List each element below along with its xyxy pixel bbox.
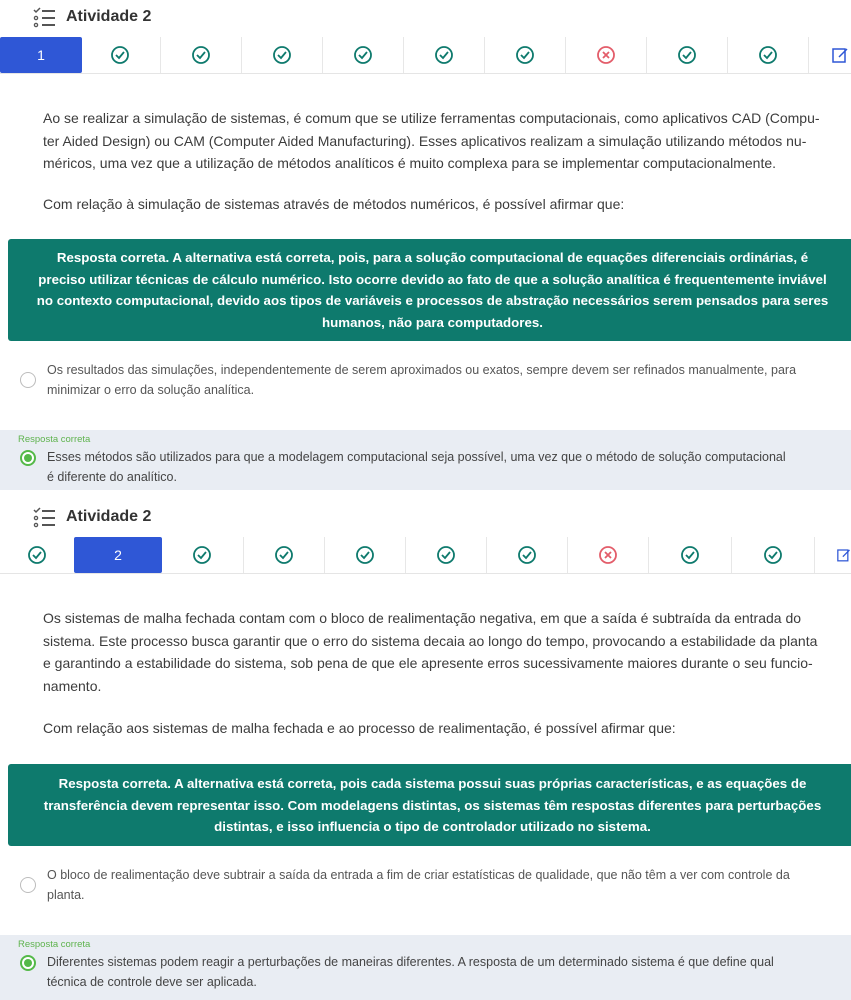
answer-option[interactable] [0, 353, 851, 423]
option-line: Esses métodos são utilizados para que a modelagem computacional seja possível, uma vez que o método de solução computacional [47, 450, 786, 464]
option-text [47, 866, 845, 905]
question-nav-item[interactable] [646, 37, 727, 73]
question-nav-item[interactable] [567, 537, 648, 573]
edit-icon [837, 546, 851, 564]
question-text-line: sistema. Este processo busca garantir que o erro do sistema decaia ao longo do tempo, provocando a estabilidade da planta [43, 632, 818, 649]
question-nav-item[interactable] [405, 537, 486, 573]
question-nav-item[interactable] [484, 37, 565, 73]
feedback-line: humanos, não para computadores. [322, 314, 543, 330]
question-number: 1 [37, 47, 45, 63]
page-title: Atividade 2 [66, 508, 152, 525]
question-nav-2 [0, 537, 851, 574]
question-nav-item[interactable] [814, 537, 851, 573]
question-text-line: méricos, uma vez que a utilização de métodos analíticos é muito complexa para se implementar computacionalmente. [43, 155, 777, 171]
check-circle-icon [517, 545, 537, 565]
check-circle-icon [436, 545, 456, 565]
question-nav-item[interactable] [162, 537, 242, 573]
feedback-line: Resposta correta. A alternativa está correta, pois cada sistema possui suas próprias características, e as equações de [58, 776, 807, 791]
option-line: técnica de controle deve ser aplicada. [47, 974, 257, 989]
option-text [47, 448, 845, 487]
question-nav-item[interactable] [808, 37, 851, 73]
question-nav-item[interactable] [403, 37, 484, 73]
question-nav-1 [0, 37, 851, 74]
question-nav-item[interactable] [322, 37, 403, 73]
feedback-line: transferência devem representar isso. Com modelagens distintas, os sistemas têm respostas diferentes para perturbações [43, 797, 822, 813]
check-circle-icon [274, 545, 294, 565]
question-nav-item[interactable] [0, 537, 74, 573]
question-nav-item[interactable] [648, 537, 731, 573]
option-line: é diferente do analítico. [47, 469, 177, 484]
activity-header-2 [0, 500, 851, 536]
x-circle-icon [596, 45, 616, 65]
option-line: O bloco de realimentação deve subtrair a saída da entrada a fim de criar estatísticas de qualidade, que não têm a ver com controle da [47, 868, 790, 882]
question-nav-item[interactable] [486, 537, 567, 573]
option-line: minimizar o erro da solução analítica. [47, 382, 255, 397]
check-circle-icon [272, 45, 292, 65]
question-text-line: Ao se realizar a simulação de sistemas, é comum que se utilize ferramentas computacionais, como aplicativos CAD (Compu- [43, 110, 820, 126]
option-line: Diferentes sistemas podem reagir a perturbações de maneiras diferentes. A resposta de um determinado sistema é que define qual [47, 955, 774, 969]
radio-button-selected[interactable] [20, 955, 36, 971]
question-nav-item[interactable] [324, 537, 405, 573]
feedback-box [8, 239, 851, 341]
question-text [43, 607, 848, 697]
check-circle-icon [191, 45, 211, 65]
check-circle-icon [192, 545, 212, 565]
question-prompt: Com relação aos sistemas de malha fechada e ao processo de realimentação, é possível afirmar que: [43, 720, 676, 736]
question-nav-item[interactable] [243, 537, 324, 573]
option-line: planta. [47, 887, 85, 902]
question-nav-item[interactable] [82, 37, 158, 73]
question-nav-item[interactable] [160, 37, 241, 73]
question-text-line: Os sistemas de malha fechada contam com o bloco de realimentação negativa, em que a saída é subtraída da entrada do [43, 610, 802, 626]
feedback-box [8, 764, 851, 846]
x-circle-icon [598, 545, 618, 565]
radio-button-selected[interactable] [20, 450, 36, 466]
checklist-icon [32, 6, 56, 30]
answer-option[interactable] [0, 858, 851, 928]
checklist-icon [32, 506, 56, 530]
question-nav-item[interactable] [565, 37, 646, 73]
question-text-line: namento. [43, 677, 102, 694]
feedback-line: distintas, e isso influencia o tipo de controlador utilizado no sistema. [214, 819, 651, 834]
question-text-line: e garantindo a estabilidade do sistema, sob pena de que ele apresente erros sucessivamente maiores durante o seu funcio- [43, 655, 813, 671]
question-nav-item[interactable] [241, 37, 322, 73]
page-title: Atividade 2 [66, 8, 152, 25]
question-nav-item-current[interactable] [0, 37, 82, 73]
activity-header-1 [0, 0, 851, 36]
option-text [47, 361, 845, 400]
check-circle-icon [355, 545, 375, 565]
feedback-line: preciso utilizar técnicas de cálculo numérico. Isto ocorre devido ao fato de que a solução analítica é frequentemente inviável [38, 271, 827, 287]
check-circle-icon [353, 45, 373, 65]
option-line: Os resultados das simulações, independentemente de serem aproximados ou exatos, sempre devem ser refinados manualmente, para [47, 363, 797, 377]
feedback-line: Resposta correta. A alternativa está correta, pois, para a solução computacional de equações diferenciais ordinárias, é [56, 250, 809, 265]
check-circle-icon [763, 545, 783, 565]
radio-button[interactable] [20, 877, 36, 893]
check-circle-icon [758, 45, 778, 65]
check-circle-icon [27, 545, 47, 565]
question-nav-item-current[interactable] [74, 537, 162, 573]
radio-button[interactable] [20, 372, 36, 388]
feedback-line: no contexto computacional, devido aos tipos de variáveis e processos de abstração necessários serem pensados para seres [36, 293, 829, 308]
question-nav-item[interactable] [731, 537, 814, 573]
check-circle-icon [515, 45, 535, 65]
question-nav-item[interactable] [727, 37, 808, 73]
correct-answer-label: Resposta correta [18, 939, 91, 950]
correct-answer-label: Resposta correta [18, 434, 91, 445]
correct-answer-option[interactable] [0, 430, 851, 490]
question-prompt: Com relação à simulação de sistemas através de métodos numéricos, é possível afirmar que: [43, 196, 625, 212]
check-circle-icon [680, 545, 700, 565]
option-text [47, 953, 845, 992]
check-circle-icon [434, 45, 454, 65]
correct-answer-option[interactable] [0, 935, 851, 1000]
check-circle-icon [677, 45, 697, 65]
edit-icon [832, 46, 850, 64]
question-text-line: ter Aided Design) ou CAM (Computer Aided Manufacturing). Esses aplicativos realizam a simulação utilizando métodos nu- [43, 132, 807, 149]
check-circle-icon [110, 45, 130, 65]
question-number: 2 [114, 547, 122, 563]
question-text [43, 107, 848, 175]
